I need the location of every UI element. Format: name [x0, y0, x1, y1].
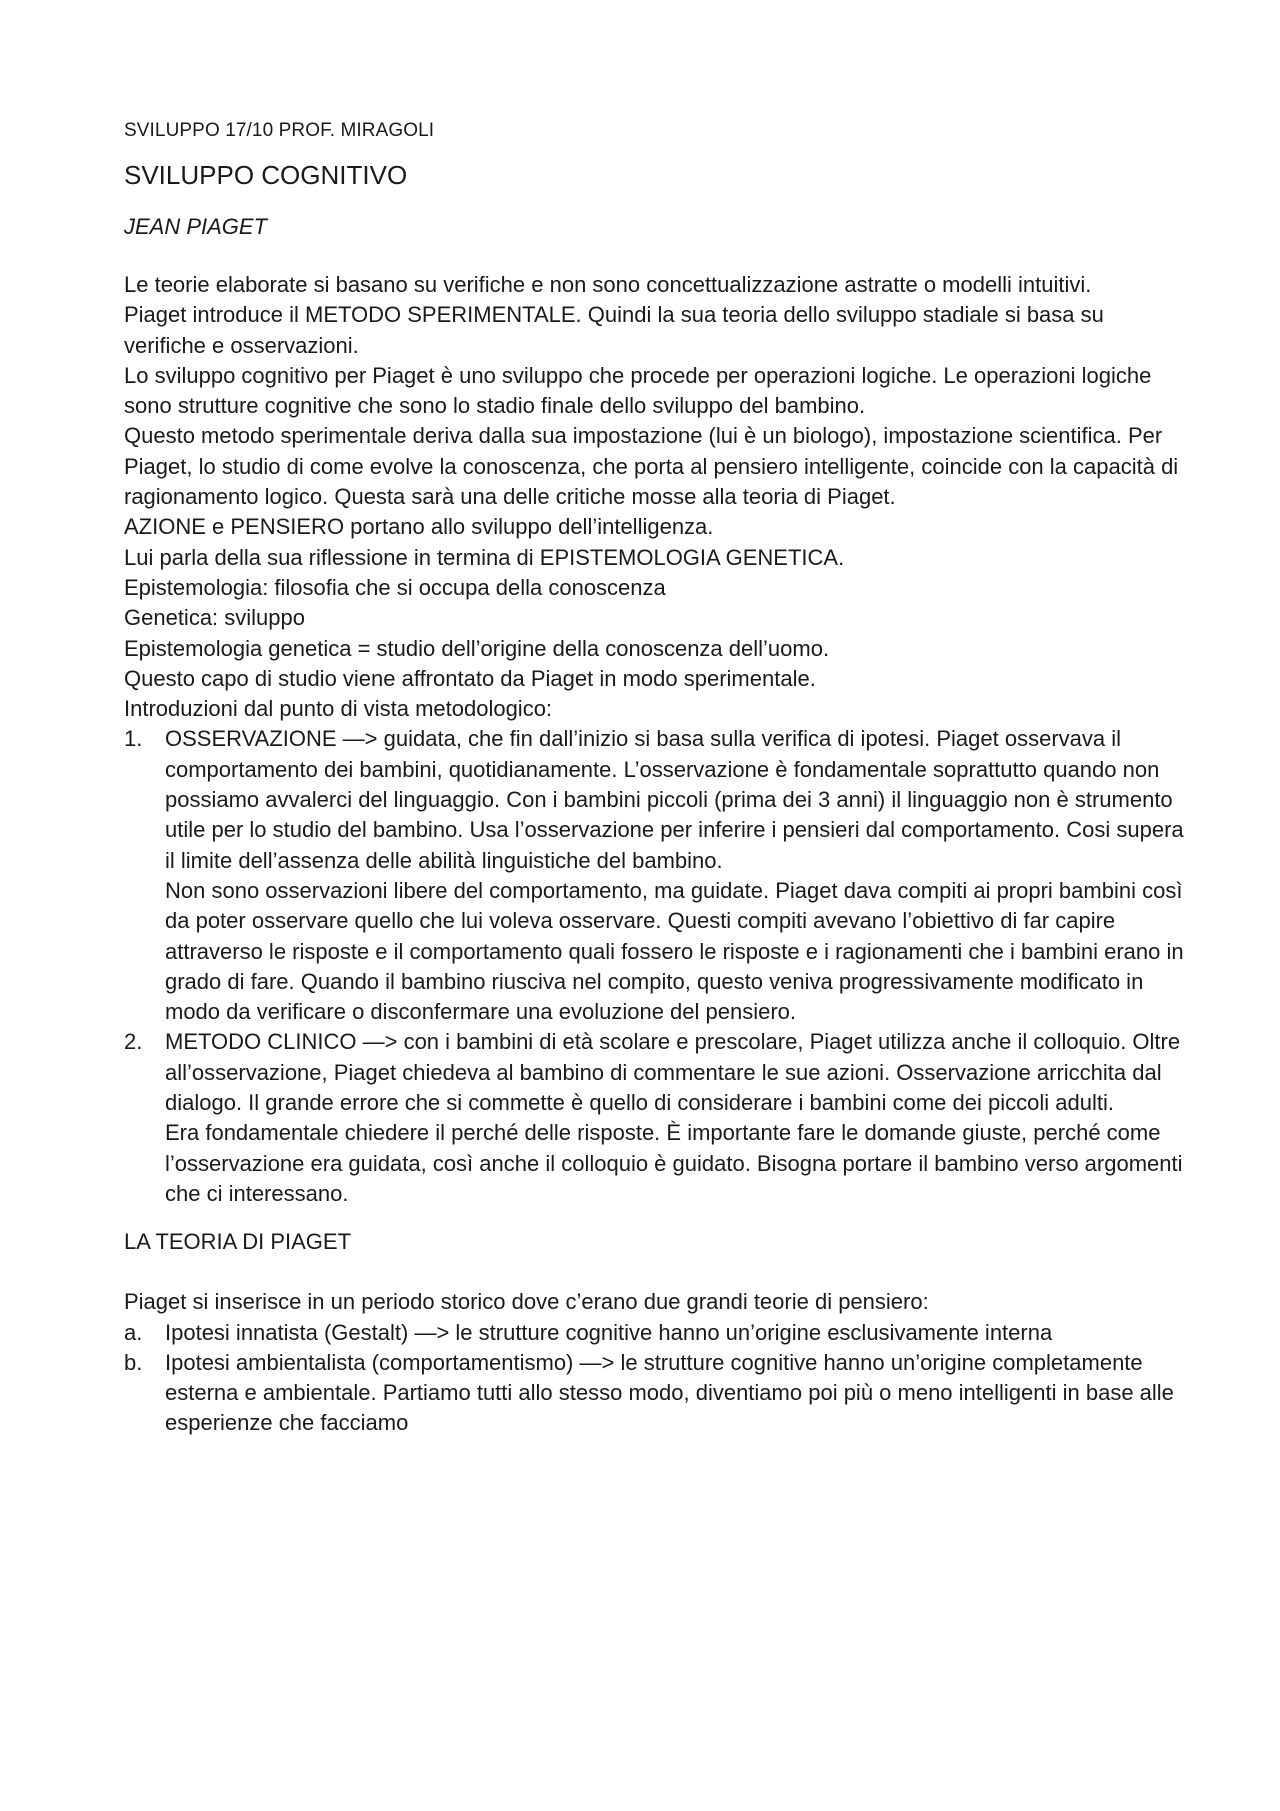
paragraph: Lui parla della sua riflessione in termina di EPISTEMOLOGIA GENETICA.	[124, 544, 845, 570]
paragraph: AZIONE e PENSIERO portano allo sviluppo dell’intelligenza.	[124, 514, 714, 540]
list-marker: a.	[124, 1319, 143, 1345]
list-item	[124, 1348, 1184, 1439]
paragraph: Introduzioni dal punto di vista metodologico:	[124, 696, 553, 722]
list-paragraph: OSSERVAZIONE —> guidata, che fin dall’inizio si basa sulla verifica di ipotesi. Piaget osservava il comportamento dei bambini, quotidianamente. L’osservazione è fondamentale soprattutto quando non possiamo avvalerci del linguaggio. Con i bambini piccoli (prima dei 3 anni) il linguaggio non è strumento utile per lo studio del bambino. Usa l’osservazione per inferire i pensieri dal comportamento. Cosi supera il limite dell’assenza delle abilità linguistiche del bambino.	[165, 726, 1184, 873]
list-paragraph: METODO CLINICO —> con i bambini di età scolare e prescolare, Piaget utilizza anche il colloquio. Oltre all’osservazione, Piaget chiedeva al bambino di commentare le sue azioni. Osservazione arricchita dal dialogo. Il grande errore che si commette è quello di considerare i bambini come dei piccoli adulti.	[165, 1029, 1181, 1116]
list-paragraph: Non sono osservazioni libere del comportamento, ma guidate. Piaget dava compiti ai propri bambini così da poter osservare quello che lui voleva osservare. Questi compiti avevano l’obiettivo di far capire attraverso le risposte e il comportamento quali fossero le risposte e i ragionamenti che i bambini erano in grado di fare. Quando il bambino riusciva nel compito, questo veniva progressivamente modificato in modo da verificare o disconfermare una evoluzione del pensiero.	[165, 877, 1184, 1025]
list-marker: 2.	[124, 1029, 143, 1055]
paragraph: Epistemologia genetica = studio dell’origine della conoscenza dell’uomo.	[124, 635, 830, 661]
paragraph: Genetica: sviluppo	[124, 605, 305, 631]
document-page	[124, 118, 1184, 1439]
paragraph: Questo metodo sperimentale deriva dalla sua impostazione (lui è un biologo), impostazione scientifica. Per Piaget, lo studio di come evolve la conoscenza, che porta al pensiero intelligente, coincide con la capacità di ragionamento logico. Questa sarà una delle critiche mosse alla teoria di Piaget.	[124, 423, 1179, 510]
hypothesis-list	[124, 1318, 1184, 1439]
paragraph: Questo capo di studio viene affrontato da Piaget in modo sperimentale.	[124, 665, 816, 691]
author-subtitle: JEAN PIAGET	[124, 214, 268, 239]
section-title: LA TEORIA DI PIAGET	[124, 1229, 352, 1255]
paragraph: Piaget introduce il METODO SPERIMENTALE. Quindi la sua teoria dello sviluppo stadiale si basa su verifiche e osservazioni.	[124, 302, 1104, 358]
list-paragraph: Era fondamentale chiedere il perché delle risposte. È importante fare le domande giuste, perché come l’osservazione era guidata, così anche il colloquio è guidato. Bisogna portare il bambino verso argomenti che ci interessano.	[165, 1120, 1183, 1206]
page-title: SVILUPPO COGNITIVO	[124, 160, 408, 190]
paragraph: Piaget si inserisce in un periodo storico dove c’erano due grandi teorie di pensiero:	[124, 1289, 929, 1315]
paragraph: Lo sviluppo cognitivo per Piaget è uno sviluppo che procede per operazioni logiche. Le operazioni logiche sono strutture cognitive che sono lo stadio finale dello sviluppo del bambino.	[124, 362, 1152, 419]
list-paragraph: Ipotesi ambientalista (comportamentismo) —> le strutture cognitive hanno un’origine completamente esterna e ambientale. Partiamo tutti allo stesso modo, diventiamo poi più o meno intelligenti in base alle esperienze che facciamo	[165, 1349, 1174, 1436]
document-header: SVILUPPO 17/10 PROF. MIRAGOLI	[124, 120, 435, 141]
method-list	[124, 724, 1184, 1209]
list-item	[124, 724, 1184, 1027]
paragraph: Le teorie elaborate si basano su verifiche e non sono concettualizzazione astratte o modelli intuitivi.	[124, 272, 1092, 297]
list-item	[124, 1318, 1184, 1348]
list-marker: 1.	[124, 726, 143, 752]
list-item	[124, 1027, 1184, 1209]
list-paragraph: Ipotesi innatista (Gestalt) —> le strutture cognitive hanno un’origine esclusivamente interna	[165, 1319, 1053, 1345]
document-body	[124, 270, 1184, 1439]
list-marker: b.	[124, 1349, 143, 1375]
paragraph: Epistemologia: filosofia che si occupa della conoscenza	[124, 574, 666, 600]
